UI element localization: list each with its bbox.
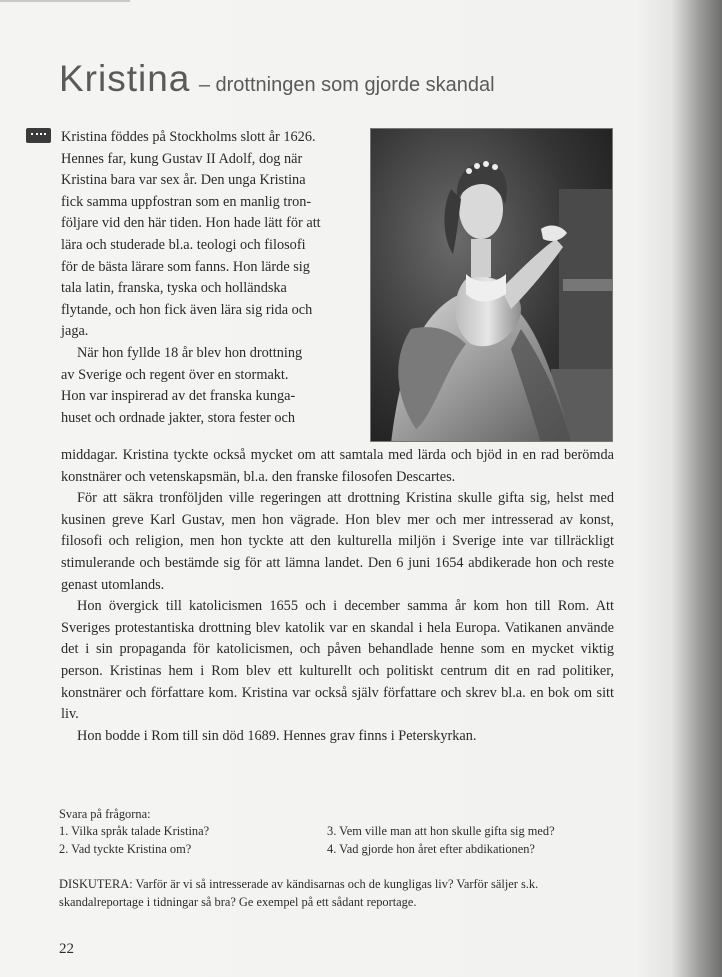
paragraph: Hon övergick till katolicismen 1655 och i december samma år kom hon till Rom. Att Sveriges protestantiska drottning blev katolik var en skandal i hela Europa. Vatikanen använde det i sin propaganda för katolicismen, och påven behandlade henne som en mycket viktig person. Kristinas hem i Rom blev ett kulturellt och politiskt centrum dit en rad politiker, konstnärer och författare kom. Kristina var också själv författare och skrev bl.a. en bok om sitt liv. [61,598,614,723]
questions-right [327,823,627,858]
column-line: lära och studerade bl.a. teologi och filosofi [61,236,306,253]
question-item: 2. Vad tyckte Kristina om? [59,841,192,856]
column-line: jaga. [61,323,89,340]
column-line: för de bästa lärare som fanns. Hon lärde sig [61,258,310,275]
questions-left [59,823,319,858]
question-item: 3. Vem ville man att hon skulle gifta sig med? [327,824,555,838]
question-item: 4. Vad gjorde hon året efter abdikationen? [327,841,535,856]
column-line: tala latin, franska, tyska och holländska [61,280,287,297]
body-text [61,445,614,747]
paragraph: Hon bodde i Rom till sin död 1689. Hennes grav finns i Peterskyrkan. [77,727,477,744]
title-subtitle: – drottningen som gjorde skandal [198,74,495,96]
page-number: 22 [59,941,74,957]
page-title [59,58,495,100]
column-line: fick samma uppfostran som en manlig tron- [61,193,312,210]
paragraph: middagar. Kristina tyckte också mycket om att samtala med lärda och bjöd in en rad berömda konstnärer och vetenskapsmän, bl.a. den franske filosofen Descartes. [61,447,614,485]
column-line: När hon fyllde 18 år blev hon drottning [77,344,303,361]
column-line: flytande, och hon fick även lära sig rida och [61,301,313,318]
column-line: Hennes far, kung Gustav II Adolf, dog när [61,150,303,167]
column-line: Kristina bara var sex år. Den unga Kristina [61,172,306,189]
paragraph: För att säkra tronföljden ville regeringen att drottning Kristina skulle gifta sig, helst med kusinen greve Karl Gustav, men hon vägrade. Hon blev mer och mer intresserad av konst, filosofi och religion, men hon tyckte att den kulturella miljön i Sverige inte var tillräckligt stimulerande och bestämde sig för att lämna landet. Den 6 juni 1654 abdikerade hon och reste genast utomlands. [61,490,614,593]
top-divider [0,0,130,2]
column-text [61,127,361,429]
column-line: följare vid den här tiden. Hon hade lätt för att [61,215,321,232]
question-item: 1. Vilka språk talade Kristina? [59,824,210,838]
column-line: Hon var inspirerad av det franska kunga- [61,388,296,405]
column-line: Kristina föddes på Stockholms slott år 1626. [61,129,316,145]
column-line: huset och ordnade jakter, stora fester och [61,409,296,426]
title-main: Kristina [59,58,191,99]
portrait-painting [370,128,613,442]
questions-heading: Svara på frågorna: [59,807,151,821]
discussion-prompt: DISKUTERA: Varför är vi så intresserade av kändisarnas och de kungligas liv? Varför säljer s.k. skandalreportage i tidningar så bra? Ge exempel på ett sådant reportage. [59,877,539,909]
column-line: av Sverige och regent över en stormakt. [61,366,289,383]
audio-cd-icon [26,128,51,143]
